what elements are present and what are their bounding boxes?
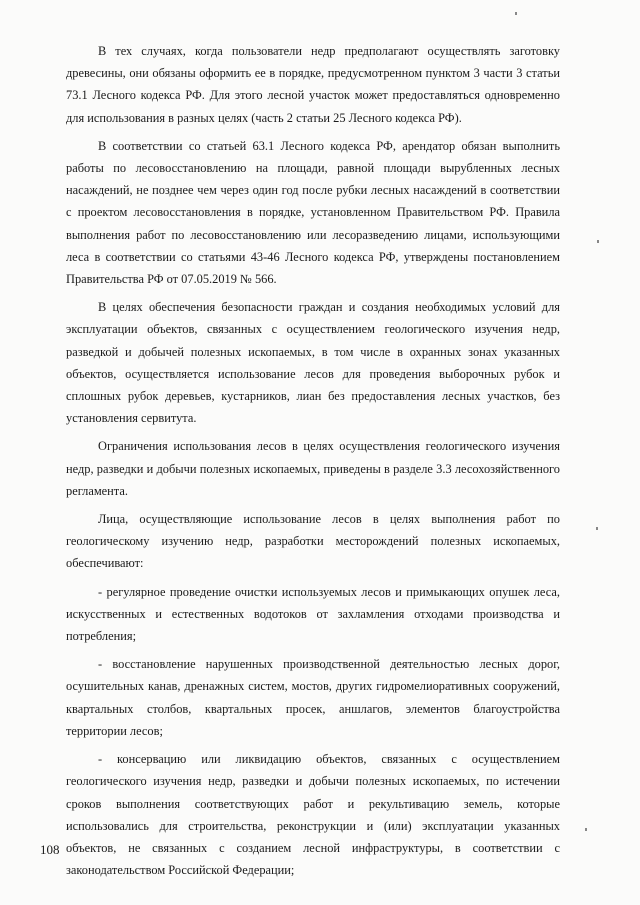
paragraph-5: Лица, осуществляющие использование лесов в целях выполнения работ по геологическому изучению недр, разработки месторождений полезных ископаемых, обеспечивают: xyxy=(66,512,560,571)
list-item-cleaning: - регулярное проведение очистки используемых лесов и примыкающих опушек леса, искусственных и естественных водотоков от захламления отходами производства и потребления; xyxy=(66,584,560,644)
paragraph-2: В соответствии со статьей 63.1 Лесного кодекса РФ, арендатор обязан выполнить работы по лесовосстановлению на площади, равной площади вырубленных лесных насаждений, не позднее чем через один год после рубки лесных насаждений в соответствии с проектом лесовосстановления в порядке, установленном Правительством РФ. Правила выполнения работ по лесовосстановлению или лесоразведению лицами, использующими леса в соответствии со статьями 43-46 Лесного кодекса РФ, утверждены постановлением Правительства РФ от 07.05.2019 № 566. xyxy=(66,138,560,287)
page-number: 108 xyxy=(40,842,60,857)
paragraph-1: В тех случаях, когда пользователи недр предполагают осуществлять заготовку древесины, они обязаны оформить ее в порядке, предусмотренном пунктом 3 части 3 статьи 73.1 Лесного кодекса РФ. Для этого лесной участок может предоставляться одновременно для использования в разных целях (часть 2 статьи 25 Лесного кодекса РФ). xyxy=(66,44,560,125)
paragraph-4: Ограничения использования лесов в целях осуществления геологического изучения недр, разведки и добычи полезных ископаемых, приведены в разделе 3.3 лесохозяйственного регламента. xyxy=(66,439,560,498)
scan-speck xyxy=(585,828,587,831)
document-body xyxy=(66,40,560,887)
scan-speck xyxy=(597,240,599,243)
list-item-conservation: - консервацию или ликвидацию объектов, связанных с осуществлением геологического изучения недр, разведки и добычи полезных ископаемых, по истечении сроков выполнения соответствующих работ и рекультивацию земель, которые использовались для строительства, реконструкции и (или) эксплуатации указанных объектов, не связанных с созданием лесной инфраструктуры, в соответствии с законодательством Российской Федерации; xyxy=(66,752,560,878)
list-item-restoration: - восстановление нарушенных производственной деятельностью лесных дорог, осушительных канав, дренажных систем, мостов, других гидромелиоративных сооружений, квартальных столбов, квартальных просек, аншлагов, элементов благоустройства территории лесов; xyxy=(66,657,560,738)
paragraph-3: В целях обеспечения безопасности граждан и создания необходимых условий для эксплуатации объектов, связанных с осуществлением геологического изучения недр, разведкой и добычей полезных ископаемых, в том числе в охранных зонах указанных объектов, осуществляется использование лесов для проведения выборочных рубок и сплошных рубок деревьев, кустарников, лиан без предоставления лесных участков, без установления сервитута. xyxy=(66,300,560,426)
scan-speck xyxy=(515,12,517,15)
scan-speck xyxy=(596,527,598,530)
